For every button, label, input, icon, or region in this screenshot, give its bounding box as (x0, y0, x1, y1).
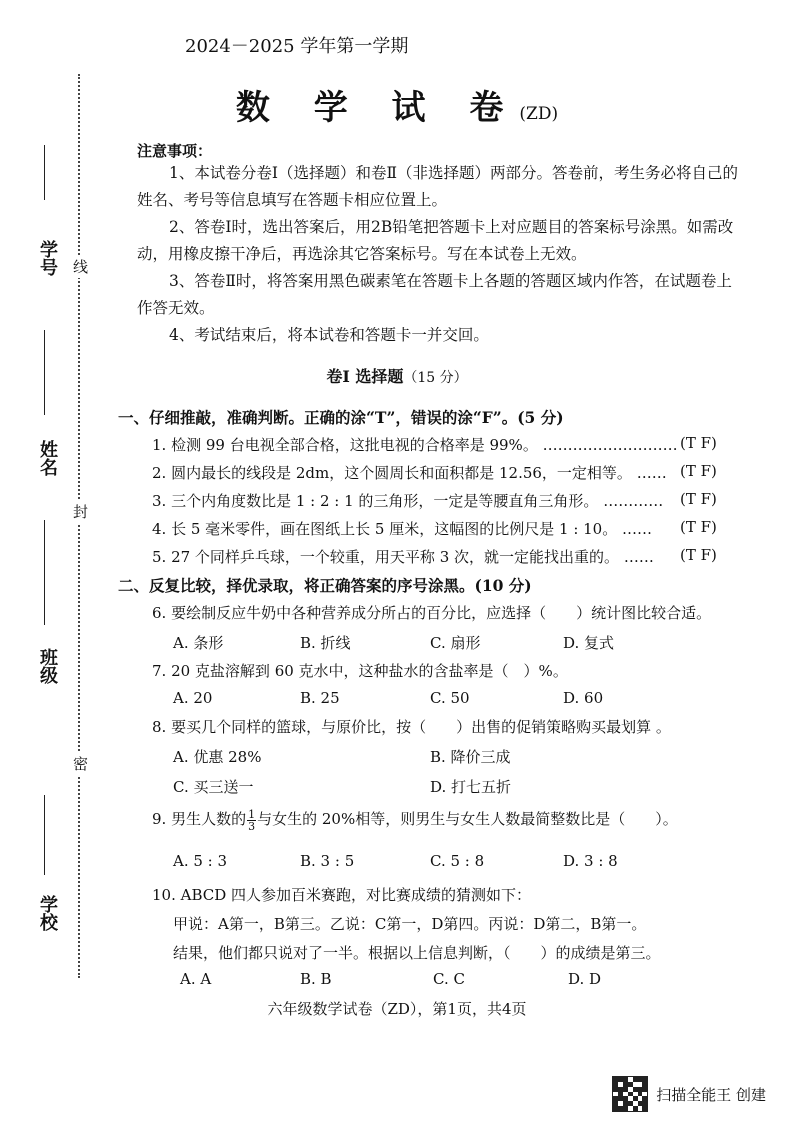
question-3 (152, 490, 663, 511)
title-code: (ZD) (519, 104, 559, 124)
scanner-watermark (612, 1076, 766, 1112)
question-10: 10. ABCD 四人参加百米赛跑，对比赛成绩的猜测如下： (152, 886, 532, 904)
question-6: 6. 要绘制反应牛奶中各种营养成分所占的百分比，应选择（ ）统计图比较合适。 (152, 604, 712, 622)
section-points: （15 分） (403, 370, 468, 386)
q9-option-a[interactable]: A. 5 : 3 (173, 852, 228, 870)
note-item-1: 1、本试卷分卷Ⅰ（选择题）和卷Ⅱ（非选择题）两部分。答卷前，考生务必将自己的姓名、考号等信息填写在答题卡相应位置上。 (137, 164, 739, 209)
section-title (0, 364, 794, 387)
tf-choice-4[interactable]: (T F) (680, 518, 717, 536)
question-5 (152, 546, 654, 567)
q8-option-a[interactable]: A. 优惠 28% (173, 748, 262, 766)
student-id-label: 学号 (37, 240, 58, 276)
question-10-line-2: 甲说：A第一，B第三。乙说：C第一，D第四。丙说：D第二，B第一。 (173, 915, 647, 933)
class-label: 班级 (37, 648, 58, 684)
fraction-denominator: 3 (248, 819, 256, 833)
q9-option-b[interactable]: B. 3 : 5 (300, 852, 355, 870)
page-title (0, 80, 794, 129)
question-2 (152, 462, 667, 483)
note-item-4: 4、考试结束后，将本试卷和答题卡一并交回。 (169, 326, 489, 344)
page-footer: 六年级数学试卷（ZD），第1页，共4页 (267, 1000, 527, 1018)
q6-option-d[interactable]: D. 复式 (563, 634, 615, 652)
note-item-2: 2、答卷Ⅰ时，选出答案后，用2B铅笔把答题卡上对应题目的答案标号涂黑。如需改动，用橡皮擦干净后，再选涂其它答案标号。写在本试卷上无效。 (137, 218, 734, 263)
question-text: 3. 三个内角度数比是 1 : 2 : 1 的三角形，一定是等腰直角三角形。 (152, 492, 599, 510)
q6-option-b[interactable]: B. 折线 (300, 634, 351, 652)
q7-option-b[interactable]: B. 25 (300, 689, 340, 707)
q7-option-a[interactable]: A. 20 (173, 689, 213, 707)
q9-option-c[interactable]: C. 5 : 8 (430, 852, 485, 870)
q9-text-after: 与女生的 20%相等，则男生与女生人数最简整数比是（ ）。 (257, 810, 678, 828)
question-text: 1. 检测 99 台电视全部合格，这批电视的合格率是 99%。 (152, 436, 538, 454)
q9-option-d[interactable]: D. 3 : 8 (563, 852, 618, 870)
qr-code-icon (612, 1076, 648, 1112)
scanner-text: 扫描全能王 创建 (656, 1085, 766, 1104)
question-10-line-3: 结果，他们都只说对了一半。根据以上信息判断，（ ）的成绩是第三。 (173, 944, 661, 962)
school-blank (44, 795, 45, 875)
leader-dots: …… (636, 464, 667, 482)
school-label: 学校 (37, 895, 58, 931)
question-text: 4. 长 5 毫米零件，画在图纸上长 5 厘米，这幅图的比例尺是 1 : 10。 (152, 520, 618, 538)
binding-dotted-line (78, 74, 80, 978)
part-one-title: 一、仔细推敲，准确判断。正确的涂“T”，错误的涂“F”。(5 分) (118, 408, 564, 427)
tf-choice-2[interactable]: (T F) (680, 462, 717, 480)
q10-option-a[interactable]: A. A (180, 970, 212, 988)
question-8: 8. 要买几个同样的篮球，与原价比，按（ ）出售的促销策略购买最划算 。 (152, 718, 671, 736)
question-text: 5. 27 个同样乒乓球，一个较重，用天平称 3 次，就一定能找出重的。 (152, 548, 620, 566)
note-item-3: 3、答卷Ⅱ时，将答案用黑色碳素笔在答题卡上各题的答题区域内作答，在试题卷上作答无效。 (137, 272, 732, 317)
cut-label-seal: 封 (70, 500, 91, 523)
part-two-title: 二、反复比较，择优录取，将正确答案的序号涂黑。(10 分) (118, 576, 532, 595)
notes-heading: 注意事项： (137, 142, 213, 160)
tf-choice-1[interactable]: (T F) (680, 434, 717, 452)
q8-option-c[interactable]: C. 买三送一 (173, 778, 254, 796)
q10-option-d[interactable]: D. D (568, 970, 602, 988)
q10-option-c[interactable]: C. C (433, 970, 465, 988)
leader-dots: ……………………… (542, 436, 678, 454)
question-text: 2. 圆内最长的线段是 2dm，这个圆周长和面积都是 12.56，一定相等。 (152, 464, 632, 482)
leader-dots: ………… (603, 492, 664, 510)
class-blank (44, 520, 45, 625)
q6-option-c[interactable]: C. 扇形 (430, 634, 481, 652)
question-4 (152, 518, 652, 539)
cut-label-secret: 密 (70, 752, 91, 775)
tf-choice-3[interactable]: (T F) (680, 490, 717, 508)
leader-dots: …… (623, 548, 654, 566)
q6-option-a[interactable]: A. 条形 (173, 634, 224, 652)
question-7: 7. 20 克盐溶解到 60 克水中，这种盐水的含盐率是（ ）%。 (152, 662, 568, 680)
question-9 (152, 808, 678, 832)
q7-option-c[interactable]: C. 50 (430, 689, 470, 707)
school-year: 2024－2025 学年第一学期 (185, 36, 409, 57)
fraction-numerator: 1 (248, 807, 256, 821)
section-title-text: 卷Ⅰ 选择题 (326, 367, 404, 386)
q8-option-d[interactable]: D. 打七五折 (430, 778, 512, 796)
cut-label-line: 线 (70, 255, 91, 278)
leader-dots: …… (622, 520, 653, 538)
tf-choice-5[interactable]: (T F) (680, 546, 717, 564)
q8-option-b[interactable]: B. 降价三成 (430, 748, 511, 766)
fraction-one-third (247, 809, 256, 832)
student-id-blank (44, 145, 45, 200)
q10-option-b[interactable]: B. B (300, 970, 332, 988)
title-text: 数 学 试 卷 (235, 88, 520, 128)
q7-option-d[interactable]: D. 60 (563, 689, 604, 707)
question-1 (152, 434, 678, 455)
name-label: 姓名 (37, 440, 58, 476)
q9-text-before: 9. 男生人数的 (152, 810, 247, 828)
